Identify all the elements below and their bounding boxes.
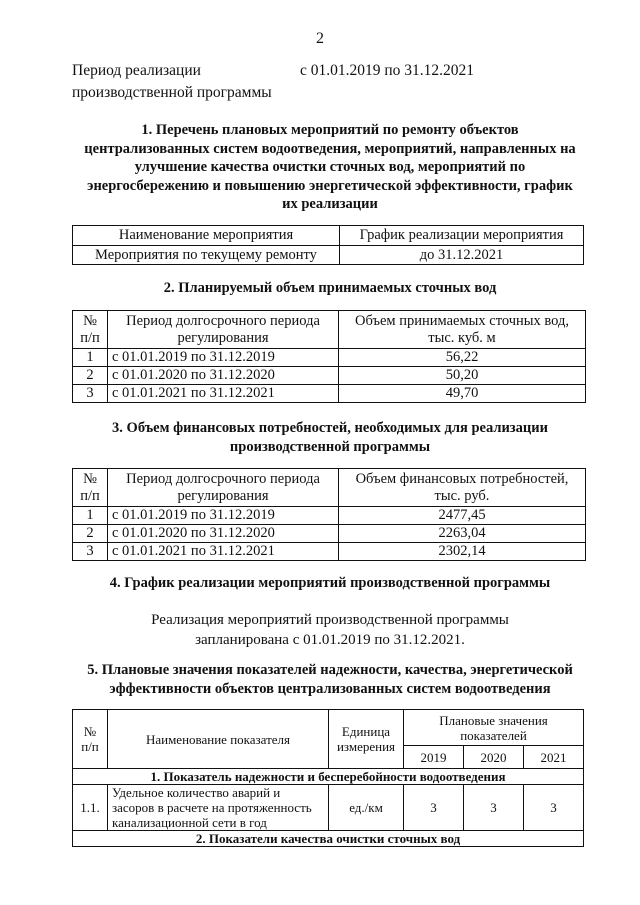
cell-line: канализационной сети в год	[112, 815, 267, 830]
wastewater-volume-table	[72, 310, 586, 403]
cell: 49,70	[339, 385, 586, 403]
header-line: №	[83, 312, 97, 329]
cell: 3	[523, 785, 583, 831]
group-row	[73, 769, 584, 785]
header-cell: График реализации мероприятия	[340, 226, 584, 246]
cell	[108, 785, 329, 831]
table-row	[73, 367, 586, 385]
header-line: п/п	[80, 329, 100, 346]
cell: 3	[404, 785, 464, 831]
cell: ед./км	[329, 785, 404, 831]
section-2-title: 2. Планируемый объем принимаемых сточных вод	[163, 280, 497, 296]
header-line: регулирования	[177, 329, 269, 346]
table-row	[73, 525, 586, 543]
year-cell: 2019	[404, 746, 464, 769]
title-line: 3. Объем финансовых потребностей, необходимых для реализации	[112, 420, 548, 436]
header-line: тыс. руб.	[434, 487, 490, 504]
financial-needs-table	[72, 468, 586, 561]
header-cell	[339, 311, 586, 349]
table-row	[73, 349, 586, 367]
header-line: №	[83, 470, 97, 487]
header-cell	[108, 469, 339, 507]
cell: 1.1.	[73, 785, 108, 831]
header-cell	[73, 710, 108, 769]
title-line: производственной программы	[229, 438, 431, 455]
section-3-title	[60, 419, 600, 456]
header-line: измерения	[336, 739, 396, 754]
cell: с 01.01.2021 по 31.12.2021	[108, 543, 339, 561]
title-line: 1. Перечень плановых мероприятий по ремонту объектов	[141, 122, 519, 138]
cell: с 01.01.2019 по 31.12.2019	[108, 349, 339, 367]
title-line: централизованных систем водоотведения, мероприятий, направленных на	[84, 140, 576, 157]
header-cell	[73, 311, 108, 349]
header-line: Объем финансовых потребностей,	[355, 470, 569, 487]
table-row	[73, 507, 586, 525]
section-4-text	[60, 610, 600, 650]
cell: 2263,04	[339, 525, 586, 543]
cell: 2302,14	[339, 543, 586, 561]
cell: 50,20	[339, 367, 586, 385]
table-row	[73, 785, 584, 831]
period-label-line: Период реализации	[72, 62, 201, 79]
cell-line: засоров в расчете на протяженность	[112, 800, 312, 815]
group-title: 1. Показатель надежности и бесперебойности водоотведения	[73, 769, 584, 785]
cell: Мероприятия по текущему ремонту	[73, 246, 340, 265]
cell-line: Удельное количество аварий и	[112, 785, 281, 800]
section-1-title	[60, 121, 600, 214]
header-line: п/п	[81, 739, 99, 754]
cell: 3	[463, 785, 523, 831]
cell: 56,22	[339, 349, 586, 367]
header-cell	[108, 311, 339, 349]
header-cell	[73, 469, 108, 507]
cell: с 01.01.2021 по 31.12.2021	[108, 385, 339, 403]
title-line: 5. Плановые значения показателей надежности, качества, энергетической	[87, 662, 573, 678]
cell: 2477,45	[339, 507, 586, 525]
cell: 3	[73, 543, 108, 561]
group-title: 2. Показатели качества очистки сточных вод	[73, 831, 584, 847]
year-cell: 2020	[463, 746, 523, 769]
cell: с 01.01.2020 по 31.12.2020	[108, 525, 339, 543]
period-value: с 01.01.2019 по 31.12.2021	[300, 62, 475, 79]
text-line: Реализация мероприятий производственной программы	[151, 612, 509, 628]
title-line: эффективности объектов централизованных систем водоотведения	[109, 680, 551, 697]
header-line: регулирования	[177, 487, 269, 504]
header-line: №	[83, 724, 97, 739]
group-row	[73, 831, 584, 847]
cell: с 01.01.2020 по 31.12.2020	[108, 367, 339, 385]
header-line: Единица	[341, 724, 391, 739]
table-row	[73, 543, 586, 561]
cell: до 31.12.2021	[340, 246, 584, 265]
header-line: показателей	[460, 727, 527, 743]
header-cell	[329, 710, 404, 769]
section-4-title: 4. График реализации мероприятий производственной программы	[109, 575, 551, 591]
table-row	[73, 246, 584, 265]
period-label-line: производственной программы	[72, 84, 272, 101]
header-cell: Наименование мероприятия	[73, 226, 340, 246]
header-line: Период долгосрочного периода	[126, 312, 320, 329]
cell: 2	[73, 367, 108, 385]
section-5-title	[60, 661, 600, 698]
period-label	[72, 60, 272, 104]
title-line: улучшение качества очистки сточных вод, мероприятий по	[134, 159, 526, 175]
title-line: их реализации	[282, 196, 378, 212]
cell: 2	[73, 525, 108, 543]
header-cell	[339, 469, 586, 507]
cell: с 01.01.2019 по 31.12.2019	[108, 507, 339, 525]
cell: 3	[73, 385, 108, 403]
header-line: Период долгосрочного периода	[126, 470, 320, 487]
header-line: тыс. куб. м	[428, 329, 496, 346]
header-line: п/п	[80, 487, 100, 504]
table-row	[73, 385, 586, 403]
header-cell	[404, 710, 584, 746]
title-line: энергосбережению и повышению энергетической эффективности, график	[87, 177, 573, 194]
header-line: Плановые значения	[439, 712, 548, 728]
indicators-table	[72, 709, 584, 847]
activities-table	[72, 225, 584, 265]
header-cell: Наименование показателя	[108, 710, 329, 769]
year-cell: 2021	[523, 746, 583, 769]
cell: 1	[73, 507, 108, 525]
text-line: запланирована с 01.01.2019 по 31.12.2021.	[195, 632, 465, 648]
page-number: 2	[316, 30, 324, 47]
header-line: Объем принимаемых сточных вод,	[355, 312, 569, 329]
cell: 1	[73, 349, 108, 367]
